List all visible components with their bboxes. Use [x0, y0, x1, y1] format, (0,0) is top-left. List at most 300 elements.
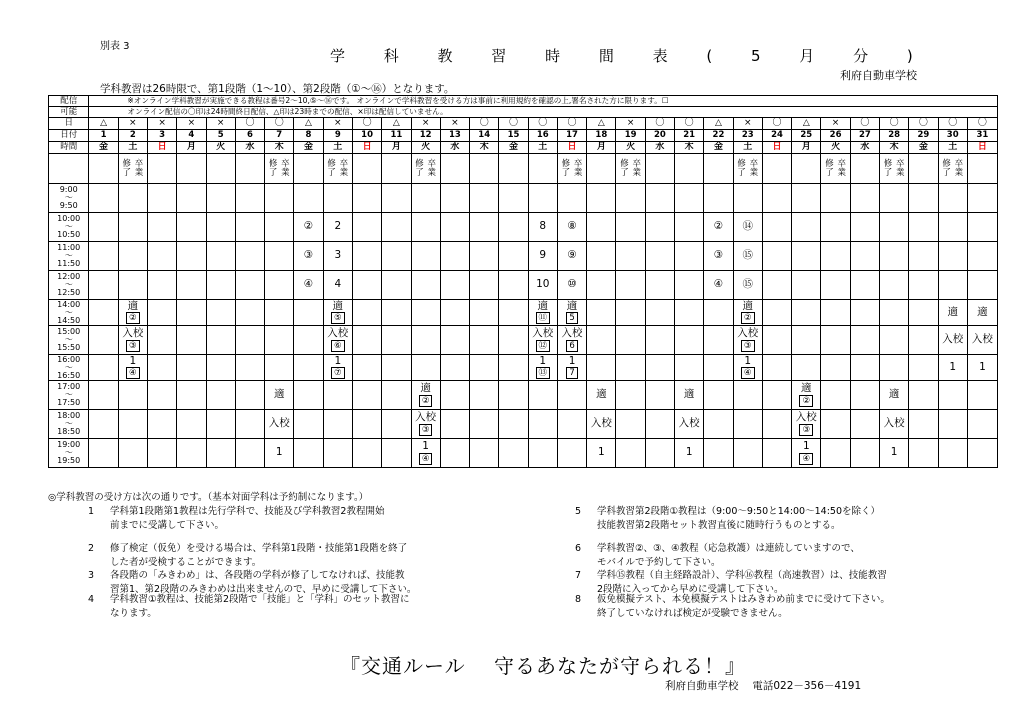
slot-cell: [382, 213, 411, 242]
time-label: [49, 184, 89, 213]
slot-cell: [382, 184, 411, 213]
module-sotsugyou: [632, 160, 641, 178]
slot-cell: [470, 213, 499, 242]
weekday-row: [49, 142, 998, 154]
slot-content: [294, 250, 322, 261]
module-marks: [265, 160, 293, 178]
date-cell: 13: [440, 130, 469, 142]
module-cell: [587, 154, 616, 184]
module-cell: [880, 154, 909, 184]
slot-cell: [265, 213, 294, 242]
slot-cell: [411, 410, 440, 439]
note-item: [88, 542, 407, 570]
slot-cell: [206, 242, 235, 271]
lesson-mark: 入校: [883, 417, 905, 430]
slot-content: [704, 279, 732, 290]
slot-cell: [499, 355, 528, 381]
slot-cell: [206, 439, 235, 468]
time-sep: ～: [64, 419, 73, 428]
slot-cell: [147, 326, 176, 355]
slot-cell: [118, 242, 147, 271]
lesson-mark: 1: [949, 360, 957, 373]
date-cell: 18: [587, 130, 616, 142]
slot-cell: [118, 326, 147, 355]
module-sotsugyou: [428, 160, 437, 178]
mod-char: 了: [620, 167, 629, 178]
time-row: [49, 381, 998, 410]
slot-cell: [850, 355, 879, 381]
lesson-mark: ③: [713, 249, 724, 262]
time-label: [49, 326, 89, 355]
footer-contact: 利府自動車学校 電話022－356－4191: [665, 680, 862, 692]
slot-cell: [294, 410, 323, 439]
slot-cell: [440, 213, 469, 242]
availability-cell: 〇: [645, 118, 674, 130]
slogan: 『交通ルール 守るあなたが守られる！』: [340, 654, 746, 678]
time-row: [49, 355, 998, 381]
slot-content: [324, 279, 352, 290]
slot-cell: [411, 439, 440, 468]
slot-cell: [177, 410, 206, 439]
slot-cell: [675, 326, 704, 355]
mod-char: 了: [268, 167, 278, 178]
slot-cell: [616, 381, 645, 410]
slot-cell: [352, 355, 381, 381]
slot-content: [734, 356, 762, 379]
availability-cell: △: [587, 118, 616, 130]
slot-cell: [206, 271, 235, 300]
weekday-cell: 月: [177, 142, 206, 154]
note-number: 8: [575, 594, 582, 605]
slot-cell: [323, 213, 352, 242]
slot-cell: [704, 271, 733, 300]
page-title: 学 科 教 習 時 間 表 ( 5 月 分 ): [330, 47, 930, 65]
slot-cell: [675, 381, 704, 410]
slot-cell: [235, 271, 264, 300]
slot-cell: [265, 355, 294, 381]
time-range: [49, 301, 88, 325]
availability-cell: 〇: [265, 118, 294, 130]
lesson-mark: 入校: [268, 417, 290, 430]
slot-cell: [118, 271, 147, 300]
slot-cell: [440, 242, 469, 271]
lesson-mark: 8: [539, 220, 547, 233]
slot-cell: [850, 271, 879, 300]
slot-cell: [499, 300, 528, 326]
slot-cell: [235, 326, 264, 355]
lesson-mark: 4: [334, 278, 342, 291]
slot-cell: [909, 410, 938, 439]
date-cell: 28: [880, 130, 909, 142]
slot-cell: [616, 355, 645, 381]
slot-cell: [440, 355, 469, 381]
slot-cell: [587, 271, 616, 300]
slot-cell: [118, 439, 147, 468]
slot-cell: [147, 271, 176, 300]
module-cell: [265, 154, 294, 184]
time-label: [49, 271, 89, 300]
slot-cell: [499, 213, 528, 242]
weekday-cell: 土: [733, 142, 762, 154]
slot-cell: [265, 300, 294, 326]
date-cell: 10: [352, 130, 381, 142]
slot-cell: [938, 439, 967, 468]
availability-cell: △: [89, 118, 118, 130]
module-cell: [382, 154, 411, 184]
slot-cell: [499, 381, 528, 410]
slot-content: [324, 356, 352, 379]
slot-cell: [880, 242, 909, 271]
slot-cell: [880, 300, 909, 326]
note-item: [88, 593, 410, 621]
date-cell: 17: [557, 130, 586, 142]
slot-cell: [440, 271, 469, 300]
slot-cell: [470, 381, 499, 410]
time-label: [49, 381, 89, 410]
availability-row: [49, 118, 998, 130]
slot-cell: [645, 355, 674, 381]
slot-cell: [762, 184, 791, 213]
note-number: 2: [88, 543, 95, 554]
slot-cell: [557, 355, 586, 381]
slot-cell: [294, 271, 323, 300]
slot-cell: [323, 300, 352, 326]
slot-cell: [733, 439, 762, 468]
weekday-cell: 木: [675, 142, 704, 154]
slot-cell: [118, 355, 147, 381]
time-row: [49, 213, 998, 242]
slot-cell: [938, 381, 967, 410]
slot-cell: [440, 439, 469, 468]
lesson-mark: ③: [799, 424, 813, 436]
slot-cell: [733, 326, 762, 355]
time-row: [49, 184, 998, 213]
date-cell: 30: [938, 130, 967, 142]
lesson-mark: ②: [126, 312, 140, 324]
slot-cell: [323, 271, 352, 300]
note-line1: 修了検定（仮免）を受ける場合は、学科第1段階・技能第1段階を終了: [110, 543, 408, 554]
availability-cell: ×: [147, 118, 176, 130]
weekday-cell: 木: [265, 142, 294, 154]
slot-cell: [411, 300, 440, 326]
availability-cell: 〇: [967, 118, 997, 130]
slot-cell: [675, 439, 704, 468]
slot-cell: [89, 300, 118, 326]
date-cell: 1: [89, 130, 118, 142]
slot-cell: [411, 381, 440, 410]
slot-cell: [89, 184, 118, 213]
date-cell: 3: [147, 130, 176, 142]
note-number: 6: [575, 543, 582, 554]
lesson-mark: 1: [979, 360, 986, 373]
slot-content: [587, 418, 615, 429]
time-start: 18:00: [57, 411, 81, 420]
slot-content: [529, 301, 557, 324]
slot-cell: [704, 355, 733, 381]
slot-cell: [528, 213, 557, 242]
slot-cell: [528, 439, 557, 468]
lesson-mark: 入校: [737, 327, 759, 340]
slot-cell: [675, 184, 704, 213]
slot-cell: [528, 271, 557, 300]
slot-cell: [675, 271, 704, 300]
module-cell: [528, 154, 557, 184]
lesson-mark: 1: [744, 354, 752, 367]
slot-content: [704, 250, 732, 261]
slot-cell: [235, 300, 264, 326]
availability-cell: 〇: [880, 118, 909, 130]
slot-cell: [265, 326, 294, 355]
lesson-mark: 適: [420, 382, 431, 395]
slot-content: [968, 307, 997, 318]
mod-char: 修: [620, 158, 629, 169]
weekday-cell: 金: [89, 142, 118, 154]
lesson-mark: 1: [422, 440, 429, 453]
module-shuryou: [737, 160, 746, 178]
slot-cell: [967, 271, 997, 300]
module-marks: [558, 160, 586, 178]
note-row: [49, 96, 998, 107]
module-cell: [821, 154, 850, 184]
time-label: [49, 242, 89, 271]
slot-content: [265, 418, 293, 429]
availability-cell: ×: [411, 118, 440, 130]
slot-cell: [470, 326, 499, 355]
weekday-cell: 木: [470, 142, 499, 154]
slot-cell: [821, 326, 850, 355]
slot-cell: [587, 300, 616, 326]
availability-cell: △: [792, 118, 821, 130]
slot-cell: [938, 300, 967, 326]
slot-content: [675, 389, 703, 400]
note-item: [575, 542, 860, 570]
slot-cell: [616, 213, 645, 242]
slot-cell: [528, 381, 557, 410]
slot-cell: [411, 355, 440, 381]
module-marks: [821, 160, 849, 178]
slot-content: [734, 328, 762, 351]
slot-cell: [177, 300, 206, 326]
module-marks: [119, 160, 147, 178]
slot-cell: [382, 355, 411, 381]
slot-content: [880, 389, 908, 400]
module-cell: [294, 154, 323, 184]
mod-char: 業: [339, 167, 349, 178]
note-item: [88, 505, 384, 533]
slot-cell: [557, 184, 586, 213]
weekday-cell: 金: [294, 142, 323, 154]
slot-cell: [587, 184, 616, 213]
slot-cell: [909, 213, 938, 242]
time-start: 9:00: [59, 185, 78, 194]
slot-cell: [762, 271, 791, 300]
slot-cell: [880, 271, 909, 300]
slot-cell: [821, 242, 850, 271]
slot-cell: [645, 242, 674, 271]
slot-cell: [733, 184, 762, 213]
lesson-mark: 3: [334, 249, 342, 262]
lesson-mark: 1: [597, 446, 605, 459]
slot-cell: [89, 381, 118, 410]
lesson-mark: ②: [799, 395, 813, 407]
lesson-mark: 1: [890, 446, 898, 459]
lesson-mark: 1: [129, 354, 137, 367]
availability-cell: 〇: [909, 118, 938, 130]
slot-content: [587, 389, 615, 400]
slot-cell: [880, 326, 909, 355]
mod-char: 了: [825, 167, 834, 178]
slot-cell: [470, 355, 499, 381]
slot-cell: [645, 381, 674, 410]
weekday-cell: 日: [557, 142, 586, 154]
lesson-mark: 1: [685, 446, 693, 459]
slot-cell: [294, 213, 323, 242]
module-cell: [645, 154, 674, 184]
slot-cell: [938, 271, 967, 300]
slot-cell: [967, 300, 997, 326]
slot-cell: [177, 242, 206, 271]
module-cell: [440, 154, 469, 184]
lesson-mark: ⑮: [742, 278, 753, 291]
slot-cell: [206, 300, 235, 326]
lesson-mark: 1: [334, 354, 342, 367]
slot-cell: [792, 410, 821, 439]
slot-cell: [762, 326, 791, 355]
module-shuryou: [415, 160, 424, 178]
availability-cell: 〇: [499, 118, 528, 130]
time-sep: ～: [64, 222, 73, 231]
slot-cell: [967, 326, 997, 355]
module-cell: [235, 154, 264, 184]
lesson-mark: ②: [713, 220, 724, 233]
module-marks: [616, 160, 644, 178]
slot-cell: [118, 184, 147, 213]
slot-cell: [762, 410, 791, 439]
slot-cell: [206, 355, 235, 381]
availability-cell: ×: [733, 118, 762, 130]
time-sep: ～: [64, 280, 73, 289]
module-sotsugyou: [340, 160, 349, 178]
lesson-mark: 入校: [415, 411, 437, 424]
lesson-mark: 入校: [327, 327, 349, 340]
slot-cell: [821, 410, 850, 439]
availability-cell: △: [382, 118, 411, 130]
slot-content: [265, 447, 293, 458]
weekday-cell: 水: [645, 142, 674, 154]
availability-cell: ×: [118, 118, 147, 130]
slot-cell: [704, 410, 733, 439]
lesson-mark: 入校: [678, 417, 700, 430]
date-cell: 21: [675, 130, 704, 142]
schedule-table: [48, 95, 998, 468]
slot-cell: [967, 439, 997, 468]
lesson-mark: 入校: [971, 333, 993, 346]
lesson-mark: ④: [741, 367, 755, 379]
lesson-mark: ⑭: [742, 220, 753, 233]
availability-cell: 〇: [675, 118, 704, 130]
availability-cell: 〇: [352, 118, 381, 130]
note-line1: 仮免模擬テスト、本免模擬テストはみきわめ前までに受けて下さい。: [597, 594, 890, 605]
slot-cell: [792, 439, 821, 468]
intro-text: 学科教習は26時限で、第1段階（1～10）、第2段階（①～⑯）となります。: [100, 83, 455, 95]
time-range: [49, 273, 88, 297]
slot-cell: [909, 271, 938, 300]
note-line1: 学科⑮教程（自主経路設計）、学科⑯教程（高速教習）は、技能教習: [597, 570, 887, 581]
lesson-mark: ②: [741, 312, 755, 324]
slot-cell: [323, 381, 352, 410]
slot-content: [939, 307, 967, 318]
lesson-mark: 入校: [561, 327, 583, 340]
mod-char: 業: [632, 167, 641, 178]
slot-cell: [411, 242, 440, 271]
time-start: 12:00: [57, 272, 81, 281]
lesson-mark: 入校: [942, 333, 964, 346]
module-sotsugyou: [281, 160, 290, 178]
slot-content: [265, 389, 293, 400]
slot-cell: [557, 439, 586, 468]
slot-content: [558, 301, 586, 324]
module-cell: [616, 154, 645, 184]
slot-cell: [294, 381, 323, 410]
module-cell: [762, 154, 791, 184]
lesson-mark: 7: [566, 367, 577, 379]
slot-cell: [177, 381, 206, 410]
slot-cell: [147, 355, 176, 381]
note-line2: した者が受検することができます。: [110, 557, 262, 568]
slot-cell: [967, 410, 997, 439]
slot-cell: [89, 439, 118, 468]
date-cell: 24: [762, 130, 791, 142]
time-start: 10:00: [57, 214, 81, 223]
slot-cell: [967, 184, 997, 213]
slot-cell: [440, 381, 469, 410]
slot-cell: [323, 439, 352, 468]
date-cell: 16: [528, 130, 557, 142]
slot-content: [792, 441, 820, 464]
slot-cell: [323, 242, 352, 271]
mod-char: 了: [942, 167, 951, 178]
slot-cell: [733, 381, 762, 410]
module-cell: [850, 154, 879, 184]
time-row: [49, 439, 998, 468]
slot-cell: [323, 184, 352, 213]
slot-content: [294, 221, 322, 232]
mod-char: 業: [896, 167, 905, 178]
lesson-mark: ④: [713, 278, 724, 291]
slot-cell: [792, 326, 821, 355]
module-cell: [938, 154, 967, 184]
slot-content: [675, 447, 703, 458]
mod-char: 業: [134, 167, 144, 178]
slot-cell: [557, 410, 586, 439]
slot-cell: [382, 326, 411, 355]
time-sep: ～: [64, 362, 73, 372]
time-end: 17:50: [57, 398, 81, 407]
slot-cell: [587, 326, 616, 355]
lesson-mark: 9: [539, 249, 547, 262]
lesson-mark: 適: [127, 299, 139, 312]
slot-cell: [411, 184, 440, 213]
slot-cell: [89, 242, 118, 271]
slot-cell: [645, 213, 674, 242]
availability-cell: ×: [206, 118, 235, 130]
slot-cell: [294, 326, 323, 355]
slot-content: [587, 447, 615, 458]
time-end: 18:50: [57, 427, 81, 436]
slot-cell: [499, 410, 528, 439]
time-row: [49, 271, 998, 300]
date-cell: 2: [118, 130, 147, 142]
